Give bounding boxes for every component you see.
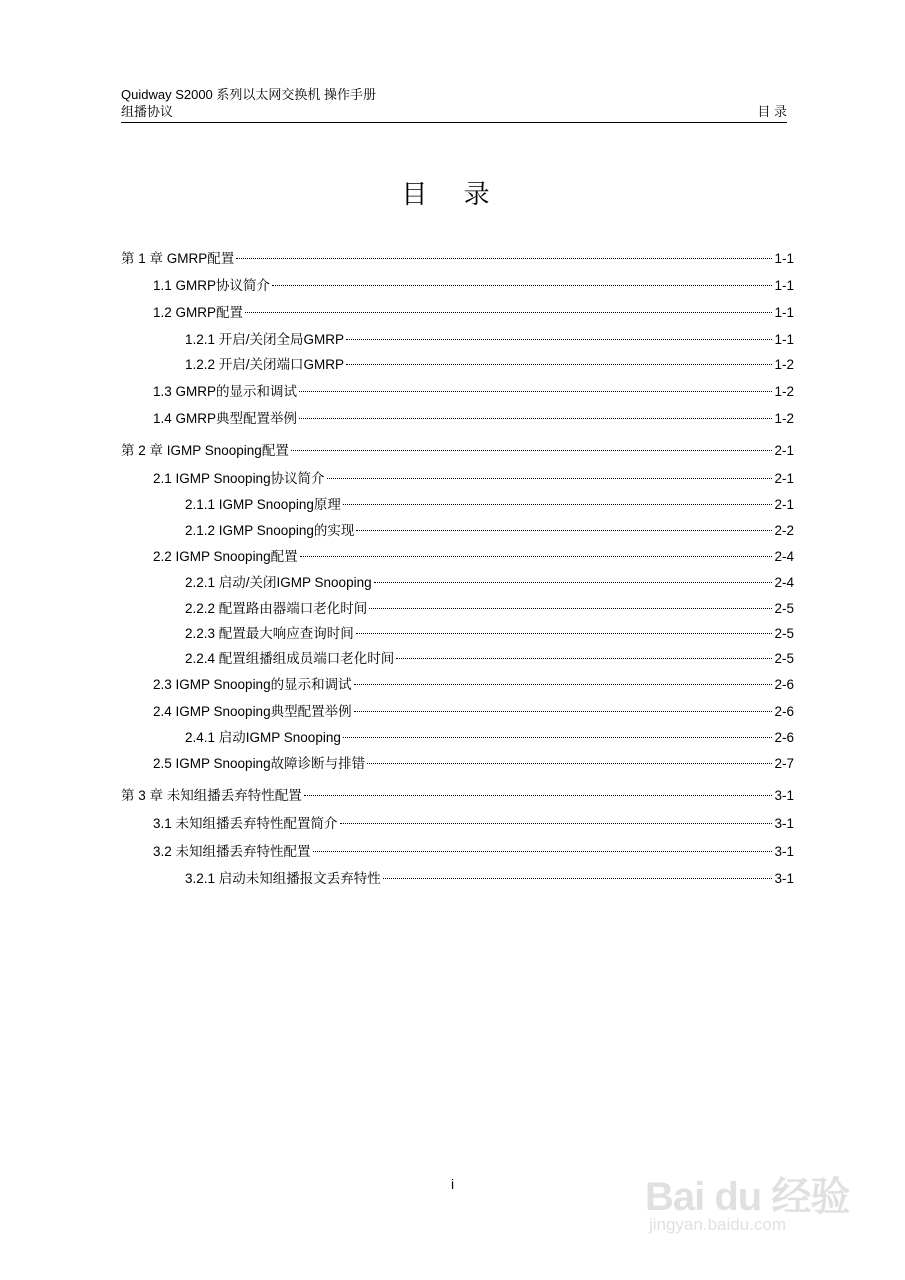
toc-entry-label: 1.3 GMRP的显示和调试: [153, 384, 298, 399]
toc-entry-label: 1.2 GMRP配置: [153, 305, 244, 320]
toc-entry-label: 2.1.1 IGMP Snooping原理: [185, 497, 341, 512]
toc-entry-page: 2-1: [774, 443, 794, 458]
toc-entry-label: 2.2.4 配置组播组成员端口老化时间: [185, 651, 395, 666]
toc-entry[interactable]: [185, 573, 794, 593]
toc-entry[interactable]: [121, 249, 794, 269]
toc-entry-page: 2-7: [774, 756, 794, 771]
toc-entry[interactable]: [185, 330, 794, 350]
toc-entry-label: 1.1 GMRP协议简介: [153, 278, 271, 293]
watermark: [645, 1145, 860, 1245]
toc-leader-dots: [340, 823, 773, 824]
toc-entry-page: 1-2: [774, 411, 794, 426]
toc-entry-page: 2-1: [774, 471, 794, 486]
toc-leader-dots: [356, 633, 773, 634]
toc-entry-page: 2-5: [774, 626, 794, 641]
toc-leader-dots: [245, 312, 772, 313]
toc-leader-dots: [291, 450, 773, 451]
toc-entry[interactable]: [153, 814, 794, 834]
toc-leader-dots: [356, 530, 772, 531]
header-section-row: [121, 103, 787, 120]
toc-entry-page: 2-6: [774, 704, 794, 719]
toc-leader-dots: [236, 258, 772, 259]
toc-entry[interactable]: [185, 495, 794, 515]
toc-leader-dots: [272, 285, 772, 286]
toc-entry[interactable]: [153, 276, 794, 296]
toc-leader-dots: [346, 364, 772, 365]
toc-leader-dots: [354, 684, 773, 685]
toc-entry-page: 2-4: [774, 575, 794, 590]
toc-entry-label: 2.2.2 配置路由器端口老化时间: [185, 601, 368, 616]
toc-leader-dots: [313, 851, 773, 852]
toc-entry-page: 1-2: [774, 357, 794, 372]
toc-entry[interactable]: [185, 599, 794, 619]
toc-entry-label: 2.2.3 配置最大响应查询时间: [185, 626, 354, 641]
toc-entry-page: 1-1: [774, 251, 794, 266]
toc-entry-page: 2-6: [774, 730, 794, 745]
toc-entry[interactable]: [185, 355, 794, 375]
toc-leader-dots: [299, 391, 772, 392]
toc-entry-label: 第 3 章 未知组播丢弃特性配置: [121, 788, 302, 803]
toc-entry-label: 2.2 IGMP Snooping配置: [153, 549, 298, 564]
page-number: i: [450, 1176, 455, 1192]
section-name: 组播协议: [121, 104, 174, 119]
toc-leader-dots: [367, 763, 772, 764]
toc-entry[interactable]: [153, 675, 794, 695]
toc-entry-page: 3-1: [774, 788, 794, 803]
toc-leader-dots: [374, 582, 773, 583]
toc-entry[interactable]: [185, 521, 794, 541]
toc-leader-dots: [354, 711, 773, 712]
toc-entry[interactable]: [153, 469, 794, 489]
header-rule: [121, 122, 787, 123]
toc-entry[interactable]: [153, 382, 794, 402]
toc-leader-dots: [343, 737, 773, 738]
toc-entry[interactable]: [185, 624, 794, 644]
toc-entry-label: 第 2 章 IGMP Snooping配置: [121, 443, 289, 458]
toc-leader-dots: [383, 878, 773, 879]
toc-entry[interactable]: [153, 409, 794, 429]
toc-entry-label: 3.2 未知组播丢弃特性配置: [153, 844, 311, 859]
page-title: 目 录: [401, 180, 504, 210]
toc-entry-page: 3-1: [774, 871, 794, 886]
watermark-brand: Bai du 经验: [645, 1175, 850, 1219]
toc-entry-page: 2-5: [774, 601, 794, 616]
toc-entry[interactable]: [153, 702, 794, 722]
toc-leader-dots: [369, 608, 772, 609]
toc-entry-label: 2.4 IGMP Snooping典型配置举例: [153, 704, 352, 719]
toc-entry-page: 2-1: [774, 497, 794, 512]
toc-leader-dots: [327, 478, 773, 479]
toc-entry-label: 2.5 IGMP Snooping故障诊断与排错: [153, 756, 366, 771]
toc-entry-page: 3-1: [774, 844, 794, 859]
toc-entry-page: 2-5: [774, 651, 794, 666]
toc-leader-dots: [304, 795, 773, 796]
toc-entry-page: 2-4: [774, 549, 794, 564]
watermark-url: jingyan.baidu.com: [649, 1215, 787, 1234]
toc-entry[interactable]: [121, 786, 794, 806]
toc-entry-label: 第 1 章 GMRP配置: [121, 251, 235, 266]
toc-leader-dots: [300, 556, 773, 557]
toc-entry-label: 3.2.1 启动未知组播报文丢弃特性: [185, 871, 381, 886]
toc-entry[interactable]: [185, 728, 794, 748]
toc-entry[interactable]: [185, 649, 794, 669]
toc-entry-page: 2-6: [774, 677, 794, 692]
toc-entry-page: 3-1: [774, 816, 794, 831]
toc-entry-label: 2.3 IGMP Snooping的显示和调试: [153, 677, 352, 692]
toc-entry-page: 1-1: [774, 278, 794, 293]
page-header: [121, 86, 787, 120]
toc-entry-label: 2.4.1 启动IGMP Snooping: [185, 730, 341, 745]
toc-entry-label: 1.2.2 开启/关闭端口GMRP: [185, 357, 345, 372]
toc-entry[interactable]: [153, 303, 794, 323]
toc-entry-label: 1.4 GMRP典型配置举例: [153, 411, 298, 426]
toc-entry-page: 1-1: [774, 305, 794, 320]
toc-entry-label: 2.1 IGMP Snooping协议简介: [153, 471, 325, 486]
toc-entry-label: 1.2.1 开启/关闭全局GMRP: [185, 332, 345, 347]
header-right-label: 目 录: [757, 104, 787, 119]
toc-entry-page: 1-1: [774, 332, 794, 347]
toc-entry-label: 3.1 未知组播丢弃特性配置简介: [153, 816, 338, 831]
toc-entry-page: 1-2: [774, 384, 794, 399]
toc-leader-dots: [299, 418, 772, 419]
toc-leader-dots: [396, 658, 772, 659]
toc-entry[interactable]: [153, 842, 794, 862]
manual-title: Quidway S2000 系列以太网交换机 操作手册: [121, 87, 377, 102]
toc-entry[interactable]: [153, 547, 794, 567]
toc-leader-dots: [343, 504, 773, 505]
toc-entry-page: 2-2: [774, 523, 794, 538]
toc-entry[interactable]: [153, 754, 794, 774]
toc-entry-label: 2.1.2 IGMP Snooping的实现: [185, 523, 355, 538]
toc-entry[interactable]: [185, 869, 794, 889]
toc-entry-label: 2.2.1 启动/关闭IGMP Snooping: [185, 575, 372, 590]
toc-entry[interactable]: [121, 441, 794, 461]
toc-leader-dots: [346, 339, 772, 340]
